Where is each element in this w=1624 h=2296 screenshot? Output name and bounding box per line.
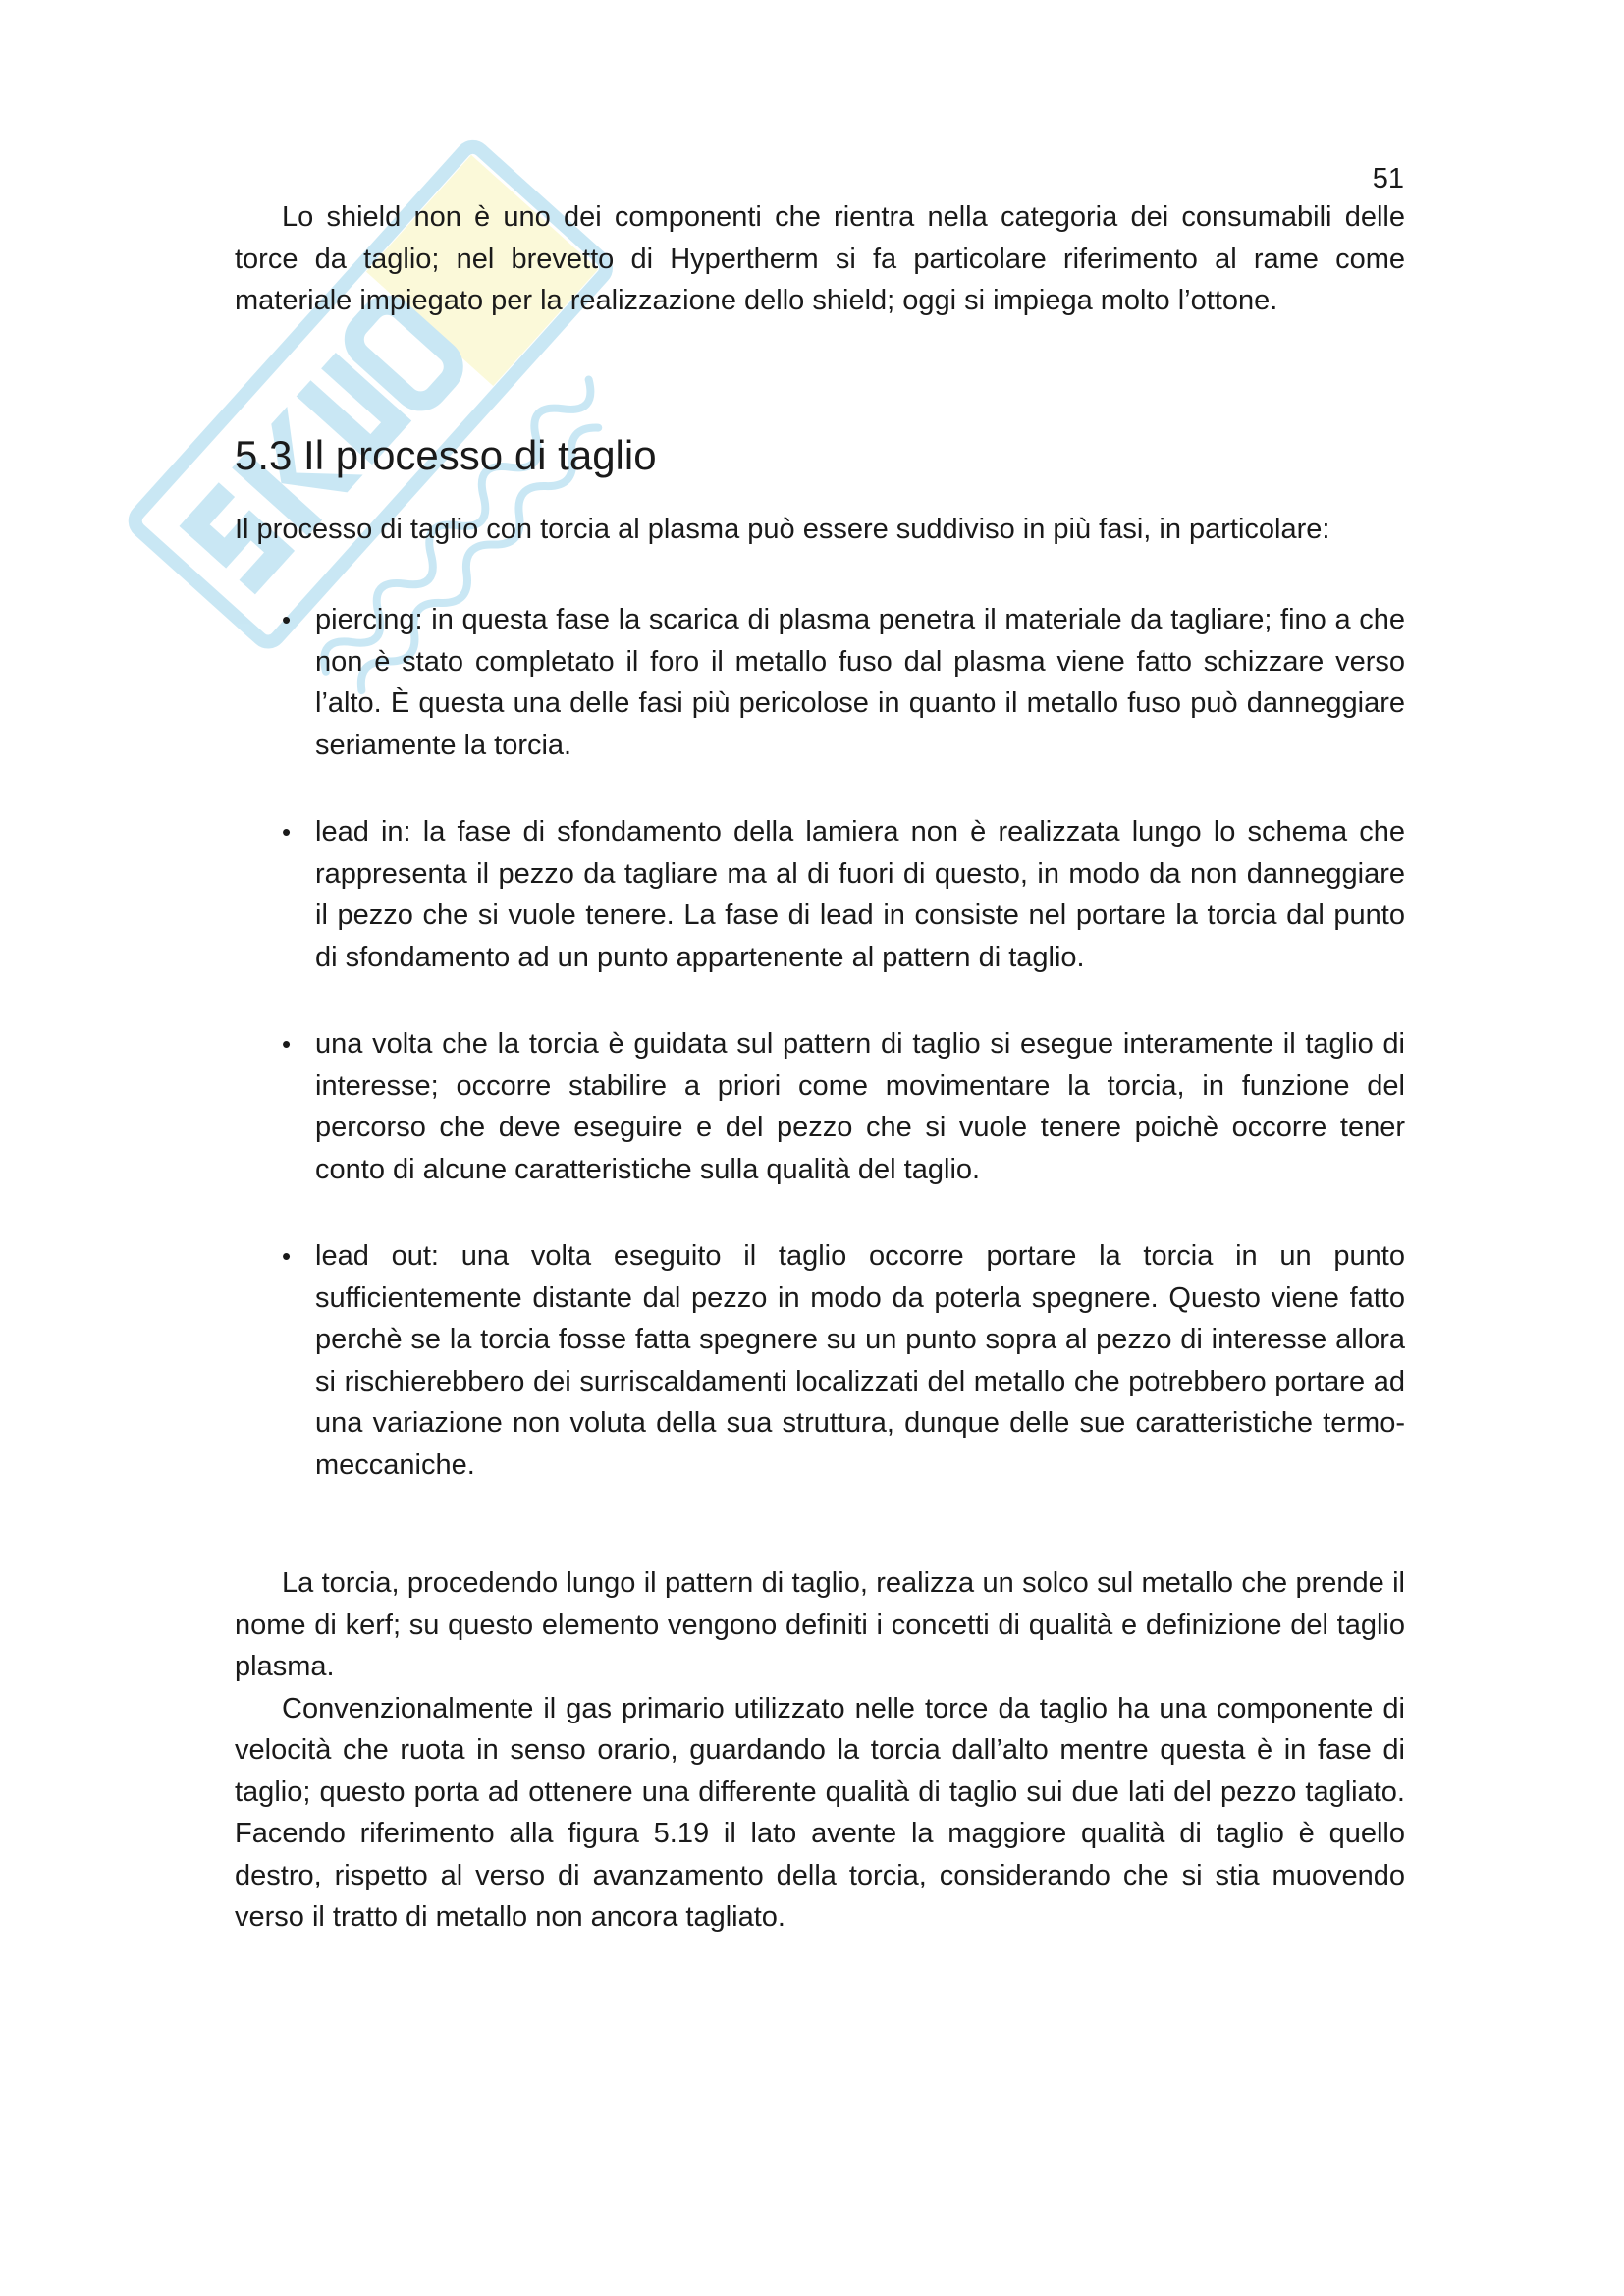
list-item-text: lead out: una volta eseguito il taglio occorre portare la torcia in un punto sufficientemente distante dal pezzo in modo da poterla spegnere. Questo viene fatto perchè se la torcia fosse fatta spegnere su un punto sopra al pezzo di interesse allora si rischierebbero dei surriscaldamenti localizzati del metallo che potrebbero portare ad una variazione non voluta della sua struttura, dunque delle sue caratteristiche termo-meccaniche. — [315, 1240, 1405, 1481]
bullet-icon: • — [282, 605, 292, 634]
list-item — [235, 811, 1405, 978]
phases-list — [235, 599, 1405, 1486]
page-content — [235, 196, 1405, 1939]
list-item — [235, 1023, 1405, 1190]
list-item-text: una volta che la torcia è guidata sul pattern di taglio si esegue interamente il taglio di interesse; occorre stabilire a priori come movimentare la torcia, in funzione del percorso che deve eseguire e del pezzo che si vuole tenere poichè occorre tener conto di alcune caratteristiche sulla qualità del taglio. — [315, 1028, 1405, 1185]
list-item — [235, 1235, 1405, 1486]
list-item-text: lead in: la fase di sfondamento della lamiera non è realizzata lungo lo schema che rappresenta il pezzo da tagliare ma al di fuori di questo, in modo da non danneggiare il pezzo che si vuole tenere. La fase di lead in consiste nel portare la torcia dal punto di sfondamento ad un punto appartenente al pattern di taglio. — [315, 816, 1405, 973]
section-heading: 5.3 Il processo di taglio — [235, 431, 657, 478]
list-item — [235, 599, 1405, 766]
paragraph-intro: Lo shield non è uno dei componenti che rientra nella categoria dei consumabili delle torce da taglio; nel brevetto di Hypertherm si fa particolare riferimento al rame come materiale impiegato per la realizzazione dello shield; oggi si impiega molto l’ottone. — [235, 201, 1405, 316]
bullet-icon: • — [282, 817, 292, 847]
bullet-icon: • — [282, 1029, 292, 1059]
bullet-icon: • — [282, 1241, 292, 1271]
paragraph-kerf: La torcia, procedendo lungo il pattern di taglio, realizza un solco sul metallo che prende il nome di kerf; su questo elemento vengono definiti i concetti di qualità e definizione del taglio plasma. — [235, 1567, 1405, 1682]
list-item-text: piercing: in questa fase la scarica di plasma penetra il materiale da tagliare; fino a che non è stato completato il foro il metallo fuso dal plasma viene fatto schizzare verso l’alto. È questa una delle fasi più pericolose in quanto il metallo fuso può danneggiare seriamente la torcia. — [315, 604, 1405, 761]
page-number: 51 — [1372, 163, 1404, 194]
section-intro: Il processo di taglio con torcia al plasma può essere suddiviso in più fasi, in particolare: — [235, 513, 1330, 545]
paragraph-gas: Convenzionalmente il gas primario utilizzato nelle torce da taglio ha una componente di velocità che ruota in senso orario, guardando la torcia dall’alto mentre questa è in fase di taglio; questo porta ad ottenere una differente qualità di taglio sui due lati del pezzo tagliato. Facendo riferimento alla figura 5.19 il lato avente la maggiore qualità di taglio è quello destro, rispetto al verso di avanzamento della torcia, considerando che si stia muovendo verso il tratto di metallo non ancora tagliato. — [235, 1692, 1405, 1933]
